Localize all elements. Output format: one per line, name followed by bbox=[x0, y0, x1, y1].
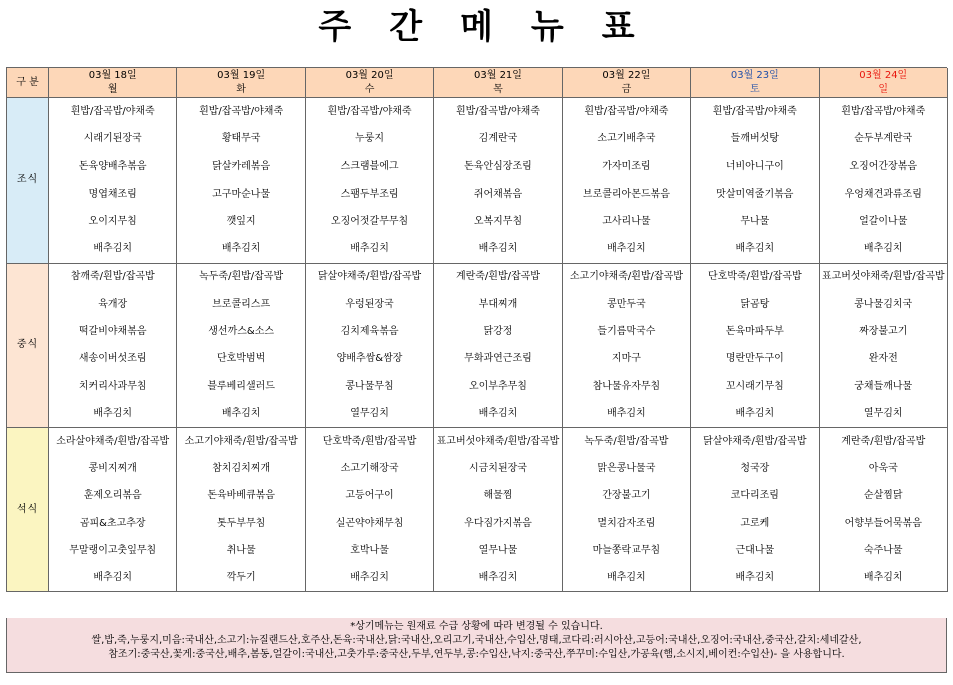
breakfast-menu-item: 오이지무침 bbox=[49, 208, 177, 236]
dinner-menu-item: 배추김치 bbox=[306, 565, 434, 592]
breakfast-menu-item: 닭살카레볶음 bbox=[177, 153, 305, 181]
breakfast-menu-item: 돈육양배추볶음 bbox=[49, 153, 177, 181]
lunch-menu-item: 닭강정 bbox=[434, 318, 562, 345]
dinner-menu-item: 시금치된장국 bbox=[434, 455, 562, 482]
breakfast-menu-item: 들깨버섯탕 bbox=[691, 126, 819, 154]
breakfast-menu-item: 너비아니구이 bbox=[691, 153, 819, 181]
dinner-menu-item: 마늘쫑락교무침 bbox=[563, 537, 691, 564]
date-tue: 03월 19일 bbox=[177, 68, 305, 83]
dinner-menu-item: 청국장 bbox=[691, 455, 819, 482]
dinner-menu-item: 닭살야채죽/흰밥/잡곡밥 bbox=[691, 428, 819, 455]
dinner-menu-item: 배추김치 bbox=[49, 565, 177, 592]
dinner-menu-item: 간장불고기 bbox=[563, 483, 691, 510]
day-fri: 금 bbox=[563, 83, 691, 98]
lunch-menu-item: 브로콜리스프 bbox=[177, 291, 305, 318]
lunch-menu-item: 콩만두국 bbox=[563, 291, 691, 318]
dinner-menu-item: 취나물 bbox=[177, 537, 305, 564]
date-fri: 03월 22일 bbox=[563, 68, 691, 83]
lunch-menu-item: 닭곰탕 bbox=[691, 291, 819, 318]
dinner-menu-item: 고로케 bbox=[691, 510, 819, 537]
breakfast-menu-item: 스크램블에그 bbox=[306, 153, 434, 181]
lunch-menu-item: 무화과연근조림 bbox=[434, 346, 562, 373]
breakfast-menu-item: 무나물 bbox=[691, 208, 819, 236]
breakfast-menu-item: 배추김치 bbox=[177, 236, 305, 264]
lunch-menu-item: 콩나물무침 bbox=[306, 373, 434, 400]
dinner-menu-item: 실곤약야채무침 bbox=[306, 510, 434, 537]
breakfast-menu-item: 배추김치 bbox=[691, 236, 819, 264]
breakfast-menu-item: 배추김치 bbox=[49, 236, 177, 264]
breakfast-menu-item: 흰밥/잡곡밥/야채죽 bbox=[306, 98, 434, 126]
lunch-menu-item: 배추김치 bbox=[563, 401, 691, 428]
breakfast-menu-item: 순두부계란국 bbox=[820, 126, 948, 154]
breakfast-menu-item: 배추김치 bbox=[306, 236, 434, 264]
lunch-menu-item: 돈육마파두부 bbox=[691, 318, 819, 345]
lunch-menu-item: 닭살야채죽/흰밥/잡곡밥 bbox=[306, 264, 434, 291]
lunch-menu-item: 명란만두구이 bbox=[691, 346, 819, 373]
breakfast-menu-item: 쥐어채볶음 bbox=[434, 181, 562, 209]
lunch-menu-item: 녹두죽/흰밥/잡곡밥 bbox=[177, 264, 305, 291]
dinner-menu-item: 톳두부무침 bbox=[177, 510, 305, 537]
lunch-menu-item: 생선까스&소스 bbox=[177, 318, 305, 345]
dinner-menu-item: 계란죽/흰밥/잡곡밥 bbox=[820, 428, 948, 455]
weekly-menu-table bbox=[6, 67, 947, 592]
dinner-menu-item: 어향부들어묵볶음 bbox=[820, 510, 948, 537]
dinner-menu-item: 우다짐가지볶음 bbox=[434, 510, 562, 537]
breakfast-menu-item: 시래기된장국 bbox=[49, 126, 177, 154]
lunch-menu-item: 짜장불고기 bbox=[820, 318, 948, 345]
dinner-menu-item: 소라살야채죽/흰밥/잡곡밥 bbox=[49, 428, 177, 455]
dinner-menu-item: 배추김치 bbox=[434, 565, 562, 592]
date-wed: 03월 20일 bbox=[306, 68, 434, 83]
dinner-menu-item: 단호박죽/흰밥/잡곡밥 bbox=[306, 428, 434, 455]
dinner-menu-item: 숙주나물 bbox=[820, 537, 948, 564]
breakfast-menu-item: 브로콜리아몬드볶음 bbox=[563, 181, 691, 209]
dinner-menu-item: 아욱국 bbox=[820, 455, 948, 482]
breakfast-menu-item: 오징어간장볶음 bbox=[820, 153, 948, 181]
lunch-menu-item: 부대찌개 bbox=[434, 291, 562, 318]
day-tue: 화 bbox=[177, 83, 305, 98]
breakfast-menu-item: 배추김치 bbox=[434, 236, 562, 264]
dinner-menu-item: 맑은콩나물국 bbox=[563, 455, 691, 482]
lunch-menu-item: 단호박죽/흰밥/잡곡밥 bbox=[691, 264, 819, 291]
lunch-label: 중식 bbox=[7, 264, 49, 428]
dinner-menu-item: 콩비지찌개 bbox=[49, 455, 177, 482]
breakfast-menu-item: 배추김치 bbox=[563, 236, 691, 264]
dinner-menu-item: 돈육바베큐볶음 bbox=[177, 483, 305, 510]
dinner-menu-item: 소고기야채죽/흰밥/잡곡밥 bbox=[177, 428, 305, 455]
breakfast-menu-item: 고사리나물 bbox=[563, 208, 691, 236]
lunch-menu-item: 블루베리샐러드 bbox=[177, 373, 305, 400]
breakfast-menu-item: 스팸두부조림 bbox=[306, 181, 434, 209]
day-thu: 목 bbox=[434, 83, 562, 98]
lunch-menu-item: 새송이버섯조림 bbox=[49, 346, 177, 373]
breakfast-menu-item: 오징어젓갈무무침 bbox=[306, 208, 434, 236]
lunch-menu-item: 배추김치 bbox=[691, 401, 819, 428]
lunch-menu-item: 궁채들깨나물 bbox=[820, 373, 948, 400]
dinner-menu-item: 배추김치 bbox=[691, 565, 819, 592]
lunch-menu-item: 참나물유자무침 bbox=[563, 373, 691, 400]
lunch-menu-item: 열무김치 bbox=[306, 401, 434, 428]
lunch-menu-item: 완자전 bbox=[820, 346, 948, 373]
day-wed: 수 bbox=[306, 83, 434, 98]
header-label: 구 분 bbox=[7, 68, 49, 98]
footer-notice: *상기메뉴는 원재료 수급 상황에 따라 변경될 수 있습니다. bbox=[350, 621, 603, 632]
dinner-menu-item: 소고기해장국 bbox=[306, 455, 434, 482]
breakfast-menu-item: 흰밥/잡곡밥/야채죽 bbox=[177, 98, 305, 126]
lunch-menu-item: 단호박범벅 bbox=[177, 346, 305, 373]
breakfast-menu-item: 황태무국 bbox=[177, 126, 305, 154]
lunch-menu-item: 오이부추무침 bbox=[434, 373, 562, 400]
lunch-menu-item: 들기름막국수 bbox=[563, 318, 691, 345]
breakfast-menu-item: 흰밥/잡곡밥/야채죽 bbox=[820, 98, 948, 126]
date-thu: 03월 21일 bbox=[434, 68, 562, 83]
dinner-menu-item: 열무나물 bbox=[434, 537, 562, 564]
breakfast-menu-item: 흰밥/잡곡밥/야채죽 bbox=[563, 98, 691, 126]
dinner-menu-item: 호박나물 bbox=[306, 537, 434, 564]
lunch-menu-item: 김치제육볶음 bbox=[306, 318, 434, 345]
dinner-menu-item: 깍두기 bbox=[177, 565, 305, 592]
breakfast-menu-item: 명엽채조림 bbox=[49, 181, 177, 209]
breakfast-menu-item: 흰밥/잡곡밥/야채죽 bbox=[691, 98, 819, 126]
dinner-menu-item: 근대나물 bbox=[691, 537, 819, 564]
lunch-menu-item: 지마구 bbox=[563, 346, 691, 373]
dinner-menu-item: 무말랭이고춧잎무침 bbox=[49, 537, 177, 564]
lunch-menu-item: 떡갈비야채볶음 bbox=[49, 318, 177, 345]
breakfast-menu-item: 가자미조림 bbox=[563, 153, 691, 181]
breakfast-menu-item: 우엉채견과류조림 bbox=[820, 181, 948, 209]
dinner-menu-item: 고등어구이 bbox=[306, 483, 434, 510]
lunch-menu-item: 육개장 bbox=[49, 291, 177, 318]
breakfast-menu-item: 고구마순나물 bbox=[177, 181, 305, 209]
breakfast-menu-item: 돈육안심장조림 bbox=[434, 153, 562, 181]
dinner-menu-item: 녹두죽/흰밥/잡곡밥 bbox=[563, 428, 691, 455]
footer-notice-box bbox=[6, 618, 947, 673]
dinner-menu-item: 멸치감자조림 bbox=[563, 510, 691, 537]
lunch-menu-item: 배추김치 bbox=[434, 401, 562, 428]
day-mon: 월 bbox=[49, 83, 177, 98]
breakfast-menu-item: 흰밥/잡곡밥/야채죽 bbox=[49, 98, 177, 126]
date-mon: 03월 18일 bbox=[49, 68, 177, 83]
lunch-menu-item: 소고기야채죽/흰밥/잡곡밥 bbox=[563, 264, 691, 291]
breakfast-menu-item: 맛살미역줄기볶음 bbox=[691, 181, 819, 209]
dinner-menu-item: 곰피&초고추장 bbox=[49, 510, 177, 537]
dinner-menu-item: 배추김치 bbox=[820, 565, 948, 592]
footer-origin-line-2: 참조기:중국산,꽃게:중국산,배추,봄동,얼갈이:국내산,고춧가루:중국산,두부,연두부,콩:수입산,낙지:중국산,쭈꾸미:수입산,가공육(햄,소시지,베이컨:수입산)- 을 사용합니다. bbox=[108, 649, 845, 660]
dinner-menu-item: 해물찜 bbox=[434, 483, 562, 510]
breakfast-menu-item: 오복지무침 bbox=[434, 208, 562, 236]
lunch-menu-item: 열무김치 bbox=[820, 401, 948, 428]
day-sat: 토 bbox=[691, 83, 819, 98]
day-sun: 일 bbox=[820, 83, 948, 98]
lunch-menu-item: 표고버섯야채죽/흰밥/잡곡밥 bbox=[820, 264, 948, 291]
lunch-menu-item: 양배추쌈&쌈장 bbox=[306, 346, 434, 373]
dinner-menu-item: 참치김치찌개 bbox=[177, 455, 305, 482]
breakfast-menu-item: 소고기배추국 bbox=[563, 126, 691, 154]
lunch-menu-item: 치커리사과무침 bbox=[49, 373, 177, 400]
page-title: 주간메뉴표 bbox=[318, 7, 673, 47]
lunch-menu-item: 꼬시래기무침 bbox=[691, 373, 819, 400]
dinner-menu-item: 훈제오리볶음 bbox=[49, 483, 177, 510]
breakfast-label: 조식 bbox=[7, 98, 49, 264]
date-sat: 03월 23일 bbox=[691, 68, 819, 83]
dinner-menu-item: 코다리조림 bbox=[691, 483, 819, 510]
breakfast-menu-item: 얼갈이나물 bbox=[820, 208, 948, 236]
lunch-menu-item: 배추김치 bbox=[177, 401, 305, 428]
breakfast-menu-item: 누룽지 bbox=[306, 126, 434, 154]
lunch-menu-item: 계란죽/흰밥/잡곡밥 bbox=[434, 264, 562, 291]
breakfast-menu-item: 배추김치 bbox=[820, 236, 948, 264]
dinner-label: 석식 bbox=[7, 428, 49, 592]
date-sun: 03월 24일 bbox=[820, 68, 948, 83]
dinner-menu-item: 순살찜닭 bbox=[820, 483, 948, 510]
lunch-menu-item: 콩나물김치국 bbox=[820, 291, 948, 318]
lunch-menu-item: 우렁된장국 bbox=[306, 291, 434, 318]
breakfast-menu-item: 김계란국 bbox=[434, 126, 562, 154]
breakfast-menu-item: 흰밥/잡곡밥/야채죽 bbox=[434, 98, 562, 126]
breakfast-menu-item: 깻잎지 bbox=[177, 208, 305, 236]
lunch-menu-item: 배추김치 bbox=[49, 401, 177, 428]
dinner-menu-item: 배추김치 bbox=[563, 565, 691, 592]
footer-origin-line-1: 쌀,밥,죽,누룽지,미음:국내산,소고기:뉴질랜드산,호주산,돈육:국내산,닭:국내산,오리고기,국내산,수입산,명태,코다리:러시아산,고등어:국내산,오징어:국내산,중국산,갈치:세네갈산, bbox=[91, 635, 862, 646]
lunch-menu-item: 참깨죽/흰밥/잡곡밥 bbox=[49, 264, 177, 291]
dinner-menu-item: 표고버섯야채죽/흰밥/잡곡밥 bbox=[434, 428, 562, 455]
